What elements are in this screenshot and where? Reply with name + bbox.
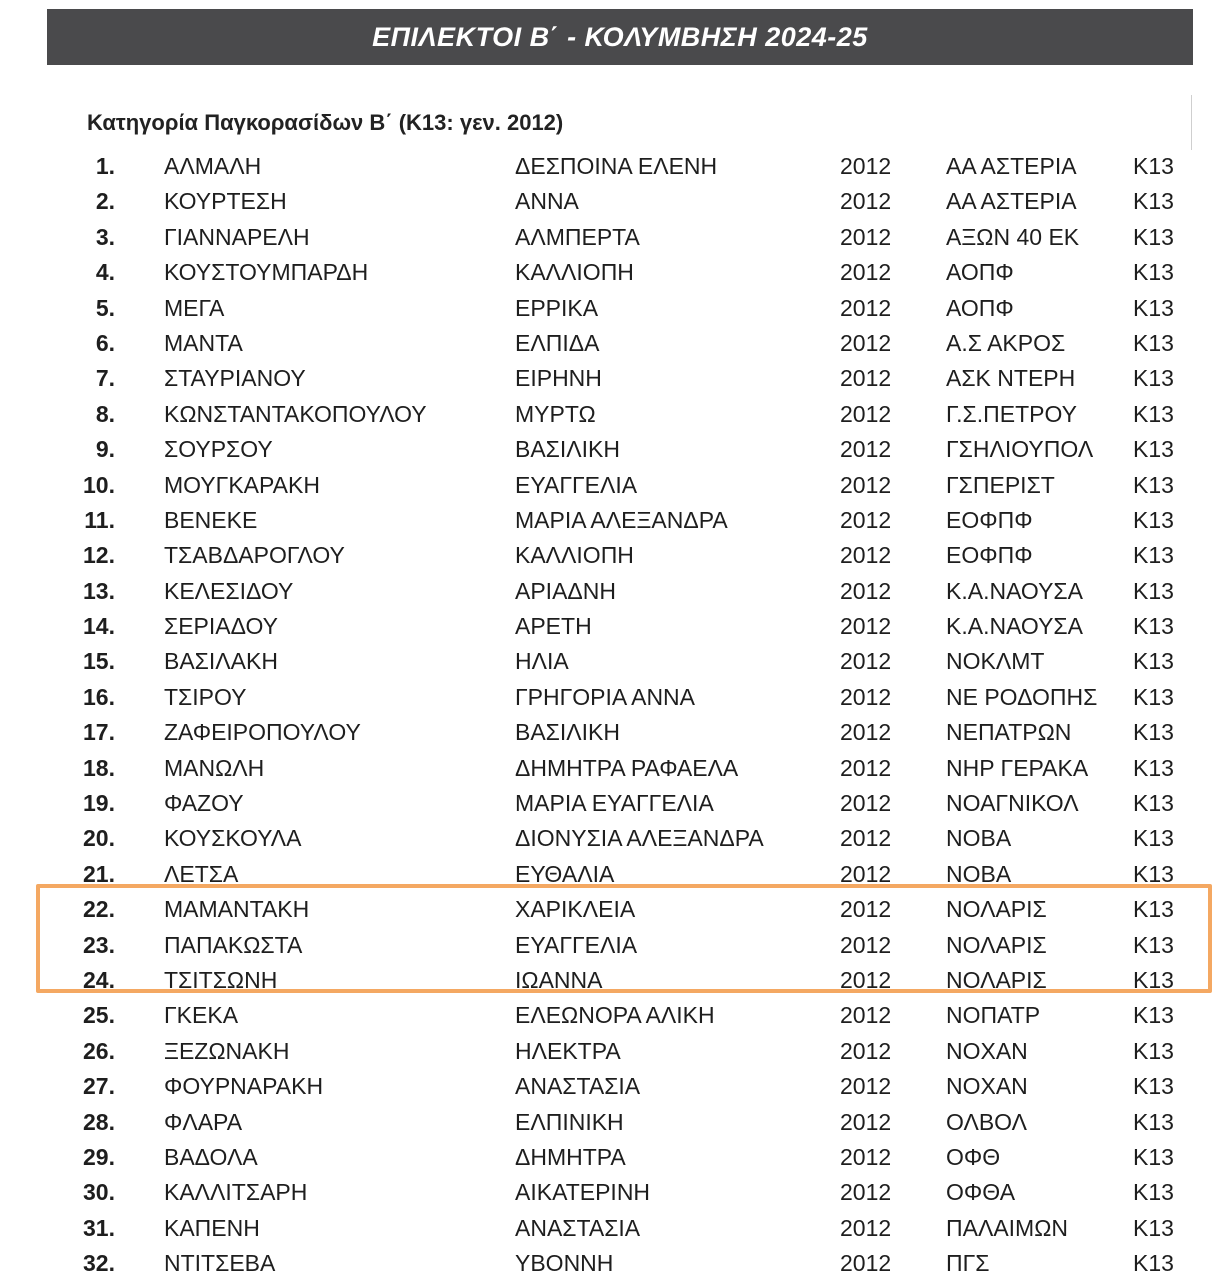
category-cell: Κ13 (1133, 860, 1174, 887)
first-name-cell: ΥΒΟΝΝΗ (515, 1250, 614, 1277)
birth-year-cell: 2012 (840, 542, 892, 569)
club-cell: ΑΟΠΦ (946, 259, 1014, 286)
category-cell: Κ13 (1133, 825, 1174, 852)
club-cell: ΝΟΛΑΡΙΣ (946, 931, 1047, 958)
club-cell: ΕΟΦΠΦ (946, 542, 1033, 569)
club-cell: ΝΟΛΑΡΙΣ (946, 966, 1047, 993)
table-row (0, 503, 1227, 538)
surname-cell: ΚΟΥΣΤΟΥΜΠΑΡΔΗ (164, 259, 369, 286)
row-number: 31. (83, 1214, 115, 1241)
surname-cell: ΝΤΙΤΣΕΒΑ (164, 1250, 276, 1277)
table-row (0, 255, 1227, 290)
category-cell: Κ13 (1133, 259, 1174, 286)
surname-cell: ΚΩΝΣΤΑΝΤΑΚΟΠΟΥΛΟΥ (164, 400, 427, 427)
first-name-cell: ΑΛΜΠΕΡΤΑ (515, 223, 640, 250)
club-cell: ΑΣΚ ΝΤΕΡΗ (946, 365, 1076, 392)
first-name-cell: ΓΡΗΓΟΡΙΑ ΑΝΝΑ (515, 683, 696, 710)
surname-cell: ΤΣΙΡΟΥ (164, 683, 247, 710)
first-name-cell: ΚΑΛΛΙΟΠΗ (515, 259, 634, 286)
table-row (0, 715, 1227, 750)
table-row (0, 432, 1227, 467)
first-name-cell: ΗΛΙΑ (515, 648, 569, 675)
row-number: 21. (83, 860, 115, 887)
surname-cell: ΦΑΖΟΥ (164, 790, 244, 817)
surname-cell: ΜΑΝΩΛΗ (164, 754, 265, 781)
category-cell: Κ13 (1133, 1002, 1174, 1029)
surname-cell: ΤΣΑΒΔΑΡΟΓΛΟΥ (164, 542, 345, 569)
row-number: 25. (83, 1002, 115, 1029)
row-number: 23. (83, 931, 115, 958)
surname-cell: ΒΑΣΙΛΑΚΗ (164, 648, 278, 675)
club-cell: ΟΛΒΟΛ (946, 1108, 1028, 1135)
club-cell: ΝΟΒΑ (946, 860, 1012, 887)
club-cell: ΠΓΣ (946, 1250, 990, 1277)
category-cell: Κ13 (1133, 400, 1174, 427)
table-row (0, 1175, 1227, 1210)
table-row (0, 680, 1227, 715)
surname-cell: ΣΕΡΙΑΔΟΥ (164, 613, 279, 640)
category-cell: Κ13 (1133, 223, 1174, 250)
club-cell: ΝΟΧΑΝ (946, 1037, 1028, 1064)
row-number: 8. (95, 400, 115, 427)
club-cell: Κ.Α.ΝΑΟΥΣΑ (946, 613, 1083, 640)
club-cell: ΝΟΛΑΡΙΣ (946, 896, 1047, 923)
category-cell: Κ13 (1133, 294, 1174, 321)
category-cell: Κ13 (1133, 896, 1174, 923)
surname-cell: ΠΑΠΑΚΩΣΤΑ (164, 931, 303, 958)
club-cell: ΑΞΩΝ 40 ΕΚ (946, 223, 1080, 250)
category-cell: Κ13 (1133, 1250, 1174, 1277)
row-number: 11. (84, 506, 115, 533)
row-number: 3. (95, 223, 115, 250)
row-number: 15. (83, 648, 115, 675)
table-row (0, 998, 1227, 1033)
birth-year-cell: 2012 (840, 896, 892, 923)
birth-year-cell: 2012 (840, 966, 892, 993)
row-number: 5. (95, 294, 115, 321)
birth-year-cell: 2012 (840, 436, 892, 463)
surname-cell: ΖΑΦΕΙΡΟΠΟΥΛΟΥ (164, 719, 361, 746)
category-cell: Κ13 (1133, 754, 1174, 781)
birth-year-cell: 2012 (840, 860, 892, 887)
surname-cell: ΑΛΜΑΛΗ (164, 153, 262, 179)
surname-cell: ΚΑΠΕΝΗ (164, 1214, 260, 1241)
club-cell: ΕΟΦΠΦ (946, 506, 1033, 533)
category-cell: Κ13 (1133, 1108, 1174, 1135)
row-number: 29. (83, 1143, 115, 1170)
category-cell: Κ13 (1133, 790, 1174, 817)
first-name-cell: ΕΙΡΗΝΗ (515, 365, 602, 392)
row-number: 17. (83, 719, 115, 746)
club-cell: ΑΟΠΦ (946, 294, 1014, 321)
row-number: 30. (83, 1179, 115, 1206)
table-row (0, 184, 1227, 219)
club-cell: ΟΦΘ (946, 1143, 1001, 1170)
first-name-cell: ΔΗΜΗΤΡΑ ΡΑΦΑΕΛΑ (515, 754, 739, 781)
table-row (0, 1069, 1227, 1104)
first-name-cell: ΑΝΑΣΤΑΣΙΑ (515, 1214, 641, 1241)
category-heading: Κατηγορία Παγκορασίδων Β΄ (Κ13: γεν. 2012) (87, 110, 564, 135)
row-number: 1. (95, 153, 115, 179)
table-row (0, 786, 1227, 821)
birth-year-cell: 2012 (840, 1179, 892, 1206)
birth-year-cell: 2012 (840, 294, 892, 321)
surname-cell: ΣΤΑΥΡΙΑΝΟΥ (164, 365, 306, 392)
first-name-cell: ΑΡΙΑΔΝΗ (515, 577, 616, 604)
club-cell: ΑΑ ΑΣΤΕΡΙΑ (946, 153, 1077, 179)
club-cell: Γ.Σ.ΠΕΤΡΟΥ (946, 400, 1077, 427)
first-name-cell: ΙΩΑΝΝΑ (515, 966, 603, 993)
birth-year-cell: 2012 (840, 719, 892, 746)
surname-cell: ΜΟΥΓΚΑΡΑΚΗ (164, 471, 320, 498)
row-number: 24. (83, 966, 115, 993)
row-number: 6. (95, 329, 115, 356)
table-row (0, 149, 1227, 184)
category-cell: Κ13 (1133, 471, 1174, 498)
category-cell: Κ13 (1133, 931, 1174, 958)
birth-year-cell: 2012 (840, 1143, 892, 1170)
club-cell: ΝΗΡ ΓΕΡΑΚΑ (946, 754, 1089, 781)
birth-year-cell: 2012 (840, 259, 892, 286)
first-name-cell: ΕΥΑΓΓΕΛΙΑ (515, 931, 638, 958)
birth-year-cell: 2012 (840, 825, 892, 852)
club-cell: ΓΣΗΛΙΟΥΠΟΛ (946, 436, 1094, 463)
birth-year-cell: 2012 (840, 365, 892, 392)
row-number: 26. (83, 1037, 115, 1064)
table-row (0, 291, 1227, 326)
table-row (0, 1140, 1227, 1175)
club-cell: Α.Σ ΑΚΡΟΣ (946, 329, 1066, 356)
row-number: 28. (83, 1108, 115, 1135)
table-row (0, 361, 1227, 396)
category-cell: Κ13 (1133, 542, 1174, 569)
athlete-list (0, 149, 1227, 1282)
surname-cell: ΦΟΥΡΝΑΡΑΚΗ (164, 1073, 324, 1100)
category-cell: Κ13 (1133, 966, 1174, 993)
first-name-cell: ΔΕΣΠΟΙΝΑ ΕΛΕΝΗ (515, 153, 718, 179)
row-number: 27. (83, 1073, 115, 1100)
category-cell: Κ13 (1133, 648, 1174, 675)
surname-cell: ΚΑΛΛΙΤΣΑΡΗ (164, 1179, 308, 1206)
first-name-cell: ΜΑΡΙΑ ΑΛΕΞΑΝΔΡΑ (515, 506, 728, 533)
first-name-cell: ΧΑΡΙΚΛΕΙΑ (515, 896, 636, 923)
first-name-cell: ΑΝΑΣΤΑΣΙΑ (515, 1073, 641, 1100)
category-cell: Κ13 (1133, 506, 1174, 533)
category-cell: Κ13 (1133, 153, 1174, 179)
page-edge-line (1191, 95, 1192, 150)
row-number: 7. (95, 365, 115, 392)
category-cell: Κ13 (1133, 1214, 1174, 1241)
first-name-cell: ΔΗΜΗΤΡΑ (515, 1143, 626, 1170)
category-cell: Κ13 (1133, 1143, 1174, 1170)
surname-cell: ΜΑΝΤΑ (164, 329, 243, 356)
table-row (0, 1034, 1227, 1069)
birth-year-cell: 2012 (840, 648, 892, 675)
birth-year-cell: 2012 (840, 683, 892, 710)
row-number: 20. (83, 825, 115, 852)
first-name-cell: ΜΥΡΤΩ (515, 400, 596, 427)
surname-cell: ΚΟΥΡΤΕΣΗ (164, 188, 287, 215)
birth-year-cell: 2012 (840, 1037, 892, 1064)
first-name-cell: ΑΙΚΑΤΕΡΙΝΗ (515, 1179, 651, 1206)
category-cell: Κ13 (1133, 577, 1174, 604)
birth-year-cell: 2012 (840, 1002, 892, 1029)
category-cell: Κ13 (1133, 365, 1174, 392)
club-cell: Κ.Α.ΝΑΟΥΣΑ (946, 577, 1083, 604)
birth-year-cell: 2012 (840, 153, 892, 179)
birth-year-cell: 2012 (840, 577, 892, 604)
club-cell: ΝΕ ΡΟΔΟΠΗΣ (946, 683, 1098, 710)
table-row (0, 644, 1227, 679)
first-name-cell: ΕΥΘΑΛΙΑ (515, 860, 615, 887)
table-row (0, 468, 1227, 503)
first-name-cell: ΕΛΠΙΔΑ (515, 329, 600, 356)
first-name-cell: ΗΛΕΚΤΡΑ (515, 1037, 621, 1064)
birth-year-cell: 2012 (840, 506, 892, 533)
category-cell: Κ13 (1133, 1073, 1174, 1100)
row-number: 22. (83, 896, 115, 923)
table-row (0, 538, 1227, 573)
surname-cell: ΜΑΜΑΝΤΑΚΗ (164, 896, 310, 923)
row-number: 13. (83, 577, 115, 604)
birth-year-cell: 2012 (840, 1214, 892, 1241)
surname-cell: ΓΚΕΚΑ (164, 1002, 239, 1029)
row-number: 2. (95, 188, 115, 215)
birth-year-cell: 2012 (840, 1250, 892, 1277)
club-cell: ΑΑ ΑΣΤΕΡΙΑ (946, 188, 1077, 215)
category-cell: Κ13 (1133, 1037, 1174, 1064)
first-name-cell: ΔΙΟΝΥΣΙΑ ΑΛΕΞΑΝΔΡΑ (515, 825, 764, 852)
birth-year-cell: 2012 (840, 1073, 892, 1100)
row-number: 12. (83, 542, 115, 569)
club-cell: ΝΟΠΑΤΡ (946, 1002, 1041, 1029)
row-number: 19. (83, 790, 115, 817)
surname-cell: ΣΟΥΡΣΟΥ (164, 436, 273, 463)
birth-year-cell: 2012 (840, 931, 892, 958)
table-row (0, 220, 1227, 255)
club-cell: ΠΑΛΑΙΜΩΝ (946, 1214, 1069, 1241)
row-number: 9. (95, 436, 115, 463)
surname-cell: ΤΣΙΤΣΩΝΗ (164, 966, 278, 993)
row-number: 32. (83, 1250, 115, 1277)
first-name-cell: ΚΑΛΛΙΟΠΗ (515, 542, 634, 569)
club-cell: ΟΦΘΑ (946, 1179, 1016, 1206)
table-row (0, 397, 1227, 432)
surname-cell: ΞΕΖΩΝΑΚΗ (164, 1037, 290, 1064)
table-row (0, 751, 1227, 786)
surname-cell: ΒΑΔΟΛΑ (164, 1143, 258, 1170)
first-name-cell: ΕΥΑΓΓΕΛΙΑ (515, 471, 638, 498)
category-cell: Κ13 (1133, 188, 1174, 215)
club-cell: ΝΟΚΛΜΤ (946, 648, 1045, 675)
surname-cell: ΚΕΛΕΣΙΔΟΥ (164, 577, 294, 604)
club-cell: ΝΟΑΓΝΙΚΟΛ (946, 790, 1079, 817)
first-name-cell: ΕΛΕΩΝΟΡΑ ΑΛΙΚΗ (515, 1002, 715, 1029)
birth-year-cell: 2012 (840, 329, 892, 356)
table-row (0, 821, 1227, 856)
surname-cell: ΦΛΑΡΑ (164, 1108, 243, 1135)
first-name-cell: ΑΝΝΑ (515, 188, 579, 215)
surname-cell: ΜΕΓΑ (164, 294, 225, 321)
table-row (0, 609, 1227, 644)
birth-year-cell: 2012 (840, 400, 892, 427)
club-cell: ΝΟΒΑ (946, 825, 1012, 852)
category-cell: Κ13 (1133, 719, 1174, 746)
row-number: 18. (83, 754, 115, 781)
first-name-cell: ΑΡΕΤΗ (515, 613, 592, 640)
highlight-box (36, 884, 1212, 993)
first-name-cell: ΒΑΣΙΛΙΚΗ (515, 436, 620, 463)
birth-year-cell: 2012 (840, 1108, 892, 1135)
birth-year-cell: 2012 (840, 790, 892, 817)
surname-cell: ΓΙΑΝΝΑΡΕΛΗ (164, 223, 310, 250)
table-row (0, 1246, 1227, 1281)
birth-year-cell: 2012 (840, 613, 892, 640)
category-cell: Κ13 (1133, 683, 1174, 710)
surname-cell: ΒΕΝΕΚΕ (164, 506, 258, 533)
page-title: ΕΠΙΛΕΚΤΟΙ Β΄ - ΚΟΛΥΜΒΗΣΗ 2024-25 (372, 21, 868, 52)
birth-year-cell: 2012 (840, 471, 892, 498)
club-cell: ΝΟΧΑΝ (946, 1073, 1028, 1100)
club-cell: ΓΣΠΕΡΙΣΤ (946, 471, 1055, 498)
title-bar (47, 9, 1193, 65)
first-name-cell: ΕΛΠΙΝΙΚΗ (515, 1108, 624, 1135)
first-name-cell: ΒΑΣΙΛΙΚΗ (515, 719, 620, 746)
category-cell: Κ13 (1133, 1179, 1174, 1206)
surname-cell: ΛΕΤΣΑ (164, 860, 239, 887)
category-cell: Κ13 (1133, 436, 1174, 463)
first-name-cell: ΜΑΡΙΑ ΕΥΑΓΓΕΛΙΑ (515, 790, 714, 817)
birth-year-cell: 2012 (840, 754, 892, 781)
surname-cell: ΚΟΥΣΚΟΥΛΑ (164, 825, 302, 852)
row-number: 10. (83, 471, 115, 498)
table-row (0, 326, 1227, 361)
first-name-cell: ΕΡΡΙΚΑ (515, 294, 599, 321)
category-cell: Κ13 (1133, 329, 1174, 356)
row-number: 14. (83, 613, 115, 640)
category-cell: Κ13 (1133, 613, 1174, 640)
table-row (0, 1105, 1227, 1140)
row-number: 4. (95, 259, 115, 286)
table-row (0, 574, 1227, 609)
table-row (0, 1211, 1227, 1246)
row-number: 16. (83, 683, 115, 710)
birth-year-cell: 2012 (840, 223, 892, 250)
birth-year-cell: 2012 (840, 188, 892, 215)
club-cell: ΝΕΠΑΤΡΩΝ (946, 719, 1072, 746)
